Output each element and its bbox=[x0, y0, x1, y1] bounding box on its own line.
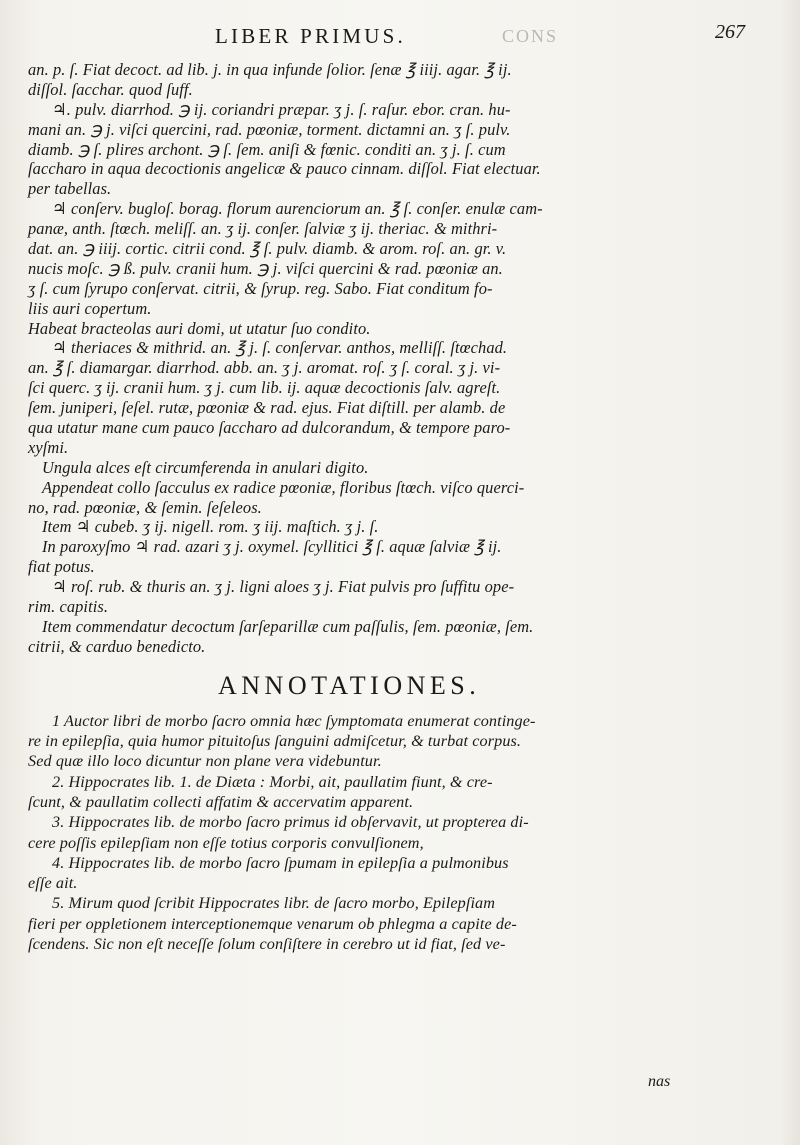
text-line: Item commendatur decoctum ſarſeparillæ cum paſſulis, ſem. pœoniæ, ſem. bbox=[42, 616, 534, 636]
text-line: Ungula alces eſt circumferenda in anulari digito. bbox=[42, 457, 369, 477]
note-line: 1 Auctor libri de morbo ſacro omnia hæc ſymptomata enumerat continge- bbox=[52, 711, 536, 730]
catchword: nas bbox=[648, 1073, 671, 1090]
text-line: dat. an. ℈ iiij. cortic. citrii cond. ℥ ſ. pulv. diamb. & arom. roſ. an. gr. v. bbox=[28, 239, 507, 259]
text-line: diamb. ℈ ſ. plires archont. ℈ ſ. ſem. aniſi & fœnic. conditi an. ʒ j. ſ. cum bbox=[28, 139, 506, 159]
annotations-block bbox=[28, 711, 770, 955]
text-line: ♃ conſerv. bugloſ. borag. florum aurenciorum an. ℥ ſ. conſer. enulæ cam- bbox=[52, 199, 543, 219]
text-line: an. ℥ ſ. diamargar. diarrhod. abb. an. ʒ j. aromat. roſ. ʒ ſ. coral. ʒ j. vi- bbox=[28, 358, 501, 378]
section-heading: ANNOTATIONES. bbox=[218, 670, 481, 700]
note-line: fieri per oppletionem interceptionemque venarum ob phlegma a capite de- bbox=[28, 914, 517, 933]
text-line: ♃ roſ. rub. & thuris an. ʒ j. ligni aloes ʒ j. Fiat pulvis pro ſuffitu ope- bbox=[52, 577, 515, 597]
text-line: ♃. pulv. diarrhod. ℈ ij. coriandri præpar. ʒ j. ſ. raſur. ebor. cran. hu- bbox=[52, 99, 511, 119]
text-line: no, rad. pœoniæ, & ſemin. ſeſeleos. bbox=[28, 497, 262, 517]
text-line: ſaccharo in aqua decoctionis angelicæ & pauco cinnam. diſſol. Fiat electuar. bbox=[28, 159, 541, 179]
text-line: ʒ ſ. cum ſyrupo conſervat. citrii, & ſyrup. reg. Sabo. Fiat conditum fo- bbox=[28, 278, 493, 298]
note-line: eſſe ait. bbox=[28, 874, 78, 893]
text-line: In paroxyſmo ♃ rad. azari ʒ j. oxymel. ſcyllitici ℥ ſ. aquæ ſalviæ ℥ ij. bbox=[42, 537, 502, 557]
note-line: 3. Hippocrates lib. de morbo ſacro primus id obſervavit, ut propterea di- bbox=[52, 813, 529, 832]
text-line: panæ, anth. ſtœch. meliſſ. an. ʒ ij. conſer. ſalviæ ʒ ij. theriac. & mithri- bbox=[28, 219, 498, 239]
note-line: 5. Mirum quod ſcribit Hippocrates libr. de ſacro morbo, Epilepſiam bbox=[52, 894, 496, 913]
section-heading-block bbox=[28, 657, 770, 711]
note-line: cere poſſis epilepſiam non eſſe totius corporis convulſionem, bbox=[28, 833, 424, 852]
note-line: 2. Hippocrates lib. 1. de Diæta : Morbi, ait, paullatim fiunt, & cre- bbox=[52, 772, 493, 791]
text-line: Appendeat collo ſacculus ex radice pœoniæ, floribus ſtœch. viſco querci- bbox=[42, 477, 525, 497]
text-line: Item ♃ cubeb. ʒ ij. nigell. rom. ʒ iij. maſtich. ʒ j. ſ. bbox=[42, 517, 379, 537]
text-line: diſſol. ſacchar. quod ſuff. bbox=[28, 79, 193, 99]
text-line: liis auri copertum. bbox=[28, 298, 152, 318]
text-line: mani an. ℈ j. viſci quercini, rad. pœoniæ, torment. dictamni an. ʒ ſ. pulv. bbox=[28, 119, 511, 139]
text-line: citrii, & carduo benedicto. bbox=[28, 636, 206, 656]
text-line: qua utatur mane cum pauco ſaccharo ad dulcorandum, & tempore paro- bbox=[28, 418, 511, 438]
page-body bbox=[28, 60, 770, 954]
note-line: 4. Hippocrates lib. de morbo ſacro ſpumam in epilepſia a pulmonibus bbox=[52, 853, 509, 872]
text-line: Habeat bracteolas auri domi, ut utatur ſuo condito. bbox=[28, 318, 371, 338]
text-line: per tabellas. bbox=[28, 179, 112, 199]
text-line: fiat potus. bbox=[28, 557, 95, 577]
text-line: xyſmi. bbox=[28, 437, 69, 457]
text-line: ſci querc. ʒ ij. cranii hum. ʒ j. cum lib. ij. aquæ decoctionis ſalv. agreſt. bbox=[28, 378, 501, 398]
note-line: Sed quæ illo loco dicuntur non plane vera videbuntur. bbox=[28, 752, 382, 771]
page-number: 267 bbox=[715, 21, 745, 43]
text-line: an. p. ſ. Fiat decoct. ad lib. j. in qua infunde ſolior. ſenæ ℥ iiij. agar. ℥ ij. bbox=[28, 60, 512, 79]
text-line: ſem. juniperi, ſeſel. rutæ, pœoniæ & rad. ejus. Fiat diſtill. per alamb. de bbox=[28, 398, 506, 418]
note-line: ſcunt, & paullatim collecti affatim & accervatim apparent. bbox=[28, 792, 414, 811]
recipe-block bbox=[28, 60, 770, 657]
text-line: rim. capitis. bbox=[28, 597, 109, 617]
bleed-through-text: CONS bbox=[502, 26, 559, 46]
note-line: ſcendens. Sic non eſt neceſſe ſolum conſiſtere in cerebro ut id fiat, ſed ve- bbox=[28, 934, 506, 953]
text-line: nucis moſc. ℈ ß. pulv. cranii hum. ℈ j. viſci quercini & rad. pœoniæ an. bbox=[28, 258, 503, 278]
running-head: LIBER PRIMUS. bbox=[215, 24, 406, 48]
note-line: re in epilepſia, quia humor pituitoſus ſanguini admiſcetur, & turbat corpus. bbox=[28, 732, 522, 751]
text-line: ♃ theriaces & mithrid. an. ℥ j. ſ. conſervar. anthos, melliſſ. ſtœchad. bbox=[52, 338, 508, 358]
page-header bbox=[0, 18, 800, 48]
